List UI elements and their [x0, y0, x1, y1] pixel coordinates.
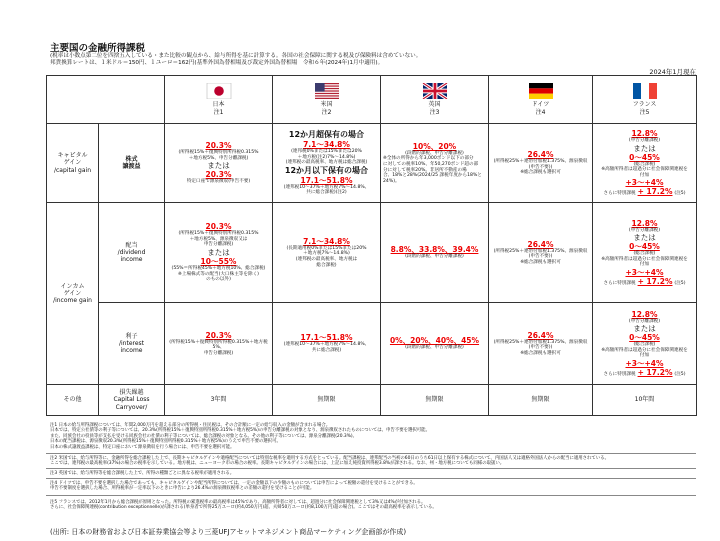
- uk-flag-icon: [422, 83, 448, 99]
- japan-flag-icon: [206, 83, 232, 99]
- fr-int-or: または: [633, 324, 656, 334]
- fr-stock-detail-5: さらに特別課税: [603, 191, 636, 197]
- note-5: [50, 500, 695, 511]
- note-1-line-3: また、同族会社の役員等が支払を受ける同族会社の社債の利子等については、総合課税の対象となる。その他の利子等については、源泉分離課税(20.3%)。: [50, 433, 357, 439]
- uk-div-detail-1: (段階的課税、申告分離課税): [405, 254, 464, 260]
- fr-stock-or: または: [633, 143, 656, 153]
- tax-comparison-table: [46, 75, 697, 416]
- us-int-detail-2: 共に総合課税): [311, 348, 342, 353]
- fr-loss-cell: 10年間: [593, 385, 697, 416]
- de-stock-rate: 26.4%: [527, 150, 554, 160]
- fr-int-detail-5: さらに特別課税: [603, 371, 636, 377]
- us-stock-heading-2: 12か月以下保有の場合: [284, 165, 369, 175]
- jp-div-detail-3: 申告分離課税): [203, 242, 234, 248]
- uk-loss-cell: 無期限: [381, 385, 489, 416]
- note-1: [50, 423, 695, 450]
- fr-div-rate: 12.8%: [631, 218, 658, 228]
- header-row: [47, 76, 697, 124]
- us-stock-detail-2: ＋地方税(注2)7%〜14.8%): [297, 154, 356, 160]
- dividend-row: [47, 203, 697, 303]
- us-dividend-cell: [273, 203, 381, 303]
- us-stock-cell: [273, 124, 381, 203]
- note-5-line-1: 注5 フランスでは、2012年1月から総合課税が原則となった。所得税の累進税率の最高税率は45%であり、高額所得者に対しては、超過分に社会保障関連税として3%又は4%が付加される。: [50, 500, 426, 505]
- jp-int-detail-2: 申告分離課税): [203, 350, 234, 356]
- note-4: [50, 481, 695, 492]
- uk-interest-cell: [381, 303, 489, 385]
- fr-div-detail-4: 付加: [639, 262, 650, 268]
- de-div-detail-2: (申告不要)): [528, 254, 553, 260]
- header-usa: [273, 76, 381, 124]
- loss-carryover-label: 損失繰越 Capital Loss Carryover/: [99, 385, 165, 416]
- fr-int-rate-2: 0～45%: [629, 333, 660, 343]
- jp-int-rate: 20.3%: [205, 330, 232, 340]
- jp-stock-or: または: [207, 161, 230, 171]
- jp-interest-cell: [165, 303, 273, 385]
- us-stock-detail-4: (連邦税10〜37%＋地方税7%〜14.8%、: [283, 184, 370, 190]
- fr-stock-rate: 12.8%: [631, 129, 658, 139]
- note-4-line-1: 注4 ドイツでは、申告不要を選択した場合であっても、キャピタルゲインや配当所得については、一定の金額以下の少額のものについては申告によって税額の還付を受けることができる。: [50, 481, 418, 486]
- interest-row: [47, 303, 697, 385]
- jp-stock-detail-1: (所得税15%＋復興特別所得税0.315%: [178, 150, 259, 156]
- header-japan: [165, 76, 273, 124]
- subtitle-line-1: (税率は小数点第二位を四捨五入している・また比較の観点から、給与所得を基に計算する。各国の社会保障に関する税及び保険料は含めていない。: [50, 53, 422, 59]
- de-int-detail-3: ※総合課税も選択可: [520, 350, 561, 356]
- country-name-usa: 米国: [320, 101, 333, 109]
- jp-div-detail-2: ＋地方税5%、源泉徴収又は: [189, 236, 248, 242]
- note-2: [50, 456, 695, 467]
- divider-3: [46, 478, 696, 479]
- uk-int-detail-1: (段階的課税、申告分離課税): [405, 345, 464, 351]
- fr-int-detail-2: (総合課税): [633, 342, 656, 348]
- note-1-line-1: 注1 日本の給与所得課税については、年間2,000万円を超える部分の所得税・住民税は、その合計額に一定の給与収入の金額が含まれる場合。: [50, 423, 331, 428]
- us-div-detail-3: (連邦税の最高税率、地方税は: [295, 257, 358, 262]
- fr-div-plus-2: + 17.2%: [637, 276, 673, 286]
- note-4-line-2: 申告不要制度を選択した場合、所得税率が一定率以下のときに申告により26.4%の源泉徴収税率との差額の還付を受けることが可能。: [50, 486, 315, 492]
- fr-div-or: または: [633, 233, 656, 243]
- note-3-line-1: 注3 英国では、給与所得等を総合課税した上で、所得の種類ごとに異なる税率が適用される。: [50, 471, 235, 476]
- country-name-france: フランス: [632, 101, 657, 109]
- jp-div-rate-2: 10～55%: [200, 257, 237, 266]
- de-stock-detail-1: (所得税25%＋連帯付加税1.375%、源泉徴収: [493, 159, 588, 165]
- fr-stock-rate-2: 0～45%: [629, 152, 660, 162]
- country-note-germany: 注4: [535, 108, 546, 116]
- interest-label: [99, 303, 165, 385]
- de-int-detail-1: (所得税25%＋連帯付加税1.375%、源泉徴収: [493, 339, 588, 345]
- country-note-uk: 注3: [429, 108, 440, 116]
- de-interest-cell: [489, 303, 593, 385]
- jp-div-detail-6: のもの以外): [206, 277, 231, 283]
- country-note-japan: 注1: [213, 108, 224, 116]
- us-div-detail-2: ＋地方税7%〜14.8%): [303, 251, 350, 257]
- country-name-germany: ドイツ: [531, 101, 550, 109]
- fr-int-plus-2: + 17.2%: [637, 367, 673, 377]
- source-citation: (出所: 日本の財務省および日本証券業協会等より三菱UFJアセットマネジメント商品マーケティング企画部が作成): [50, 528, 407, 536]
- jp-div-detail-4: (55%＝所得税45%＋地方税10%、総合課税): [171, 266, 266, 271]
- fr-stock-cell: [593, 124, 697, 203]
- de-stock-detail-2: (申告不要)): [528, 164, 553, 170]
- note-1-line-2: 日本では、特定公社債等の利子等については、20.3%(所得税15%＋復興特別所得税0.315%＋地方税5%)の申告分離課税の対象となり、源泉徴収されたものについては、申告不要を選択可能。: [50, 428, 430, 434]
- uk-dividend-cell: [381, 203, 489, 303]
- fr-int-detail-6: (注5): [674, 371, 686, 377]
- header-uk: [381, 76, 489, 124]
- uk-stock-detail-3: に対しての税率10%、年50,270ポンド超の部: [383, 161, 479, 167]
- country-name-japan: 日本: [212, 101, 225, 109]
- uk-div-rate: 8.8%、33.8%、39.4%: [390, 245, 479, 255]
- uk-stock-cell: [381, 124, 489, 203]
- de-div-detail-3: ※総合課税も選択可: [520, 259, 561, 265]
- fr-int-detail-4: 付加: [639, 353, 650, 359]
- country-note-usa: 注2: [321, 108, 332, 116]
- us-stock-heading-1: 12か月超保有の場合: [288, 130, 365, 140]
- usa-flag-icon: [314, 83, 340, 99]
- jp-int-detail-1: (所得税15%＋復興特別所得税0.315%＋地方税5%、: [169, 339, 268, 351]
- jp-dividend-cell: [165, 203, 273, 303]
- uk-stock-detail-2: ※全体の所得から年3,000ポンド以下の部分: [383, 156, 474, 162]
- jp-stock-rate: 20.3%: [205, 141, 232, 151]
- dividend-label-jp: 配当: [125, 241, 138, 249]
- fr-stock-plus-2: + 17.2%: [637, 187, 673, 197]
- fr-stock-detail-3: ※高額所得者は超過分に社会保障関連税を: [601, 167, 688, 173]
- note-5-line-2: さらに、社会保障関連税(contribution exceptionnelle)が課される(単身者で所得25万ユーロ(約4,050万円)超、夫婦50万ユーロ(約8,100万円)超の場合)。ここではその最高税率を表示している。: [50, 505, 437, 511]
- jp-loss-cell: 3年間: [165, 385, 273, 416]
- fr-div-detail-3: ※高額所得者は超過分に社会保障関連税を: [601, 256, 688, 262]
- france-flag-icon: [632, 83, 658, 99]
- dividend-label: [99, 203, 165, 303]
- us-interest-cell: [273, 303, 381, 385]
- fr-div-detail-1: (申告分離課税): [628, 227, 661, 233]
- note-3: [50, 471, 695, 476]
- jp-div-or: または: [207, 248, 230, 257]
- fr-div-detail-5: さらに特別課税: [603, 280, 636, 286]
- us-int-rate: 17.1～51.8%: [300, 333, 353, 343]
- country-note-france: 注5: [639, 108, 650, 116]
- income-gain-jp: インカム ゲイン: [60, 282, 85, 297]
- capital-gain-jp: キャピタル ゲイン: [57, 152, 88, 167]
- us-stock-rate-2: 17.1～51.8%: [300, 175, 353, 185]
- fr-int-detail-3: ※高額所得者は超過分に社会保障関連税を: [601, 347, 688, 353]
- jp-div-detail-5: ※上場株式等の配当(大口株主等を除く): [178, 271, 259, 277]
- uk-stock-detail-4: 分に対して税率20%。非居所不動産の場: [383, 167, 467, 173]
- us-stock-rate: 7.1～34.8%: [303, 140, 350, 150]
- fr-div-detail-6: (注5): [674, 280, 686, 286]
- de-div-rate: 26.4%: [527, 239, 554, 249]
- note-1-line-4: 日本の配当課税は、源泉徴収20.3%(所得税15%＋復興特別所得税0.315%＋地方税5%)のうえで申告不要の選択可。: [50, 439, 281, 445]
- note-2-line-2: ここでは、連邦税の最高税率(37%)の場合の税率を示している。地方税は、ニューヨーク市の場合の税率。長期キャピタルゲインの場合には、上記に加え純投資所得税3.8%が課される。なお、州・地方税についても同様の取扱い。: [50, 461, 505, 467]
- de-int-detail-2: (申告不要)): [528, 345, 553, 351]
- uk-stock-detail-5: 合、18%と28%(2024/25 課税年度から18%と: [383, 173, 482, 179]
- header-germany: [489, 76, 593, 124]
- fr-div-detail-2: (総合課税): [633, 251, 656, 257]
- jp-stock-rate-2: 20.3%: [205, 170, 232, 180]
- stock-row: [47, 124, 697, 203]
- fr-div-rate-2: 0～45%: [629, 242, 660, 252]
- income-gain-label: [47, 203, 99, 385]
- page-title: 主要国の金融所得課税: [50, 43, 146, 54]
- header-blank: [47, 76, 165, 124]
- capital-gain-en: /capital gain: [53, 166, 92, 174]
- income-gain-en: /income gain: [53, 297, 92, 305]
- us-int-detail-1: (連邦税10〜37%＋地方税7%〜14.8%、: [283, 342, 370, 348]
- fr-stock-detail-4: 付加: [639, 172, 650, 178]
- fr-stock-detail-6: (注5): [674, 191, 686, 197]
- jp-div-rate: 20.3%: [205, 222, 232, 232]
- fr-stock-detail-1: (申告分離課税): [628, 138, 661, 144]
- germany-flag-icon: [528, 83, 554, 99]
- fr-div-plus-1: +3～+4%: [625, 267, 664, 277]
- us-div-detail-1: (長期適用税0%または15%または20%: [286, 245, 367, 251]
- other-label: その他: [47, 385, 99, 416]
- interest-label-en: /interest income: [118, 339, 145, 355]
- jp-stock-cell: [165, 124, 273, 203]
- divider-4: [46, 495, 696, 496]
- dividend-label-en: /dividend income: [117, 248, 146, 264]
- note-1-line-5: 日本の株式譲渡益課税は、特定口座において源泉徴収を行う場合には、申告不要を選択可能。: [50, 444, 235, 450]
- fr-interest-cell: [593, 303, 697, 385]
- jp-stock-detail-2: ＋地方税5%、申告分離課税): [188, 155, 249, 161]
- de-int-rate: 26.4%: [527, 330, 554, 340]
- uk-int-rate: 0%、20%、40%、45%: [389, 336, 480, 346]
- note-2-line-1: 注2 米国では、給与所得等に、金融所得を総合課税した上で、長期キャピタルゲインや適格配当については特別な税率を適用する方式をとっている。配当課税は、連邦配当の当初の60日のうち61日以上保有する株式について、内国法人又は適格外国法人からの配当に適用されている。: [50, 456, 609, 461]
- fr-dividend-cell: [593, 203, 697, 303]
- fr-int-rate: 12.8%: [631, 309, 658, 319]
- interest-label-jp: 利子: [125, 332, 138, 340]
- de-stock-detail-3: ※総合課税も選択可: [520, 170, 561, 176]
- subtitle-line-2: 邦貨換算レートは、１米ドル＝150円、１ユーロ＝162円(基準外国為替相場及び裁定外国為替相場 令和６年(2024年)1月中適用)。: [50, 60, 384, 66]
- country-name-uk: 英国: [428, 101, 441, 109]
- us-stock-detail-5: 共に総合課税)(注2): [306, 190, 347, 196]
- header-france: [593, 76, 697, 124]
- jp-div-detail-1: (所得税15%＋復興特別所得税0.315%: [178, 231, 259, 237]
- as-of-date: 2024年1月現在: [649, 68, 696, 76]
- us-div-rate: 7.1～34.8%: [303, 236, 350, 246]
- uk-stock-detail-6: 24%)。: [383, 178, 400, 184]
- fr-int-plus-1: +3～+4%: [625, 358, 664, 368]
- us-stock-detail-3: (連邦税の最高税率、地方税は総合課税): [285, 160, 368, 166]
- stock-label: 株式 譲渡益: [99, 124, 165, 203]
- us-stock-detail-1: (連邦税0%または15%または20%: [291, 149, 362, 155]
- fr-int-detail-1: (申告分離課税): [628, 318, 661, 324]
- capital-gain-label: [47, 124, 99, 203]
- fr-stock-detail-2: (総合課税): [633, 161, 656, 167]
- de-div-detail-1: (所得税25%＋連帯付加税1.375%、源泉徴収: [493, 248, 588, 254]
- jp-stock-detail-3: 特定口座で源泉徴収(申告不要): [186, 179, 251, 185]
- divider-2: [46, 468, 696, 469]
- other-row: [47, 385, 697, 416]
- de-loss-cell: 無期限: [489, 385, 593, 416]
- us-loss-cell: 無期限: [273, 385, 381, 416]
- divider-1: [46, 453, 696, 454]
- us-div-detail-4: 総合課税): [316, 262, 337, 268]
- uk-stock-detail-1: (段階的課税、申告分離課税): [405, 150, 464, 156]
- de-dividend-cell: [489, 203, 593, 303]
- uk-stock-rate: 10%、20%: [412, 141, 457, 151]
- de-stock-cell: [489, 124, 593, 203]
- fr-stock-plus-1: +3～+4%: [625, 178, 664, 188]
